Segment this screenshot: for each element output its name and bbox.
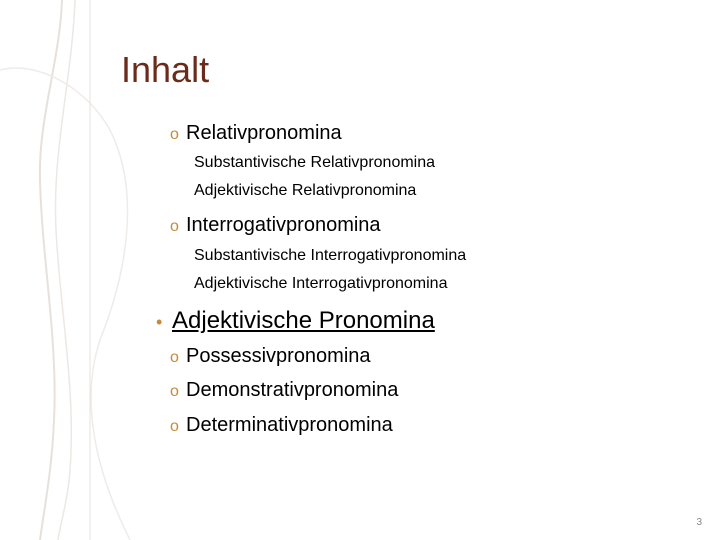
circle-bullet-icon: o	[170, 349, 179, 366]
list-item-label: Interrogativpronomina	[186, 214, 381, 236]
list-item-possessivpronomina	[170, 346, 371, 366]
circle-bullet-icon: o	[170, 383, 179, 400]
circle-bullet-icon: o	[170, 218, 179, 235]
list-item-label: Substantivische Interrogativpronomina	[194, 247, 467, 264]
list-item-label: Adjektivische Pronomina	[172, 307, 435, 334]
list-item-label: Determinativpronomina	[186, 414, 393, 436]
list-item-determinativpronomina	[170, 415, 393, 435]
list-item-relativpronomina	[170, 123, 342, 143]
list-item-demonstrativpronomina	[170, 380, 398, 400]
circle-bullet-icon: o	[170, 418, 179, 435]
list-item-label: Possessivpronomina	[186, 345, 371, 367]
list-item-label: Relativpronomina	[186, 122, 342, 144]
list-item-adjektivische-pronomina	[156, 309, 435, 333]
list-item-interrogativpronomina	[170, 215, 381, 235]
list-item-label: Demonstrativpronomina	[186, 379, 399, 401]
slide-title: Inhalt	[121, 49, 210, 90]
list-item-substantivische-interrogativpronomina	[194, 248, 466, 264]
list-item-adjektivische-relativpronomina	[194, 183, 416, 199]
list-item-adjektivische-interrogativpronomina	[194, 276, 447, 292]
list-item-label: Substantivische Relativpronomina	[194, 154, 436, 171]
dot-bullet-icon: •	[156, 312, 163, 332]
list-item-label: Adjektivische Interrogativpronomina	[194, 275, 448, 292]
circle-bullet-icon: o	[170, 126, 179, 143]
list-item-substantivische-relativpronomina	[194, 155, 435, 171]
page-number: 3	[696, 517, 702, 528]
list-item-label: Adjektivische Relativpronomina	[194, 182, 417, 199]
